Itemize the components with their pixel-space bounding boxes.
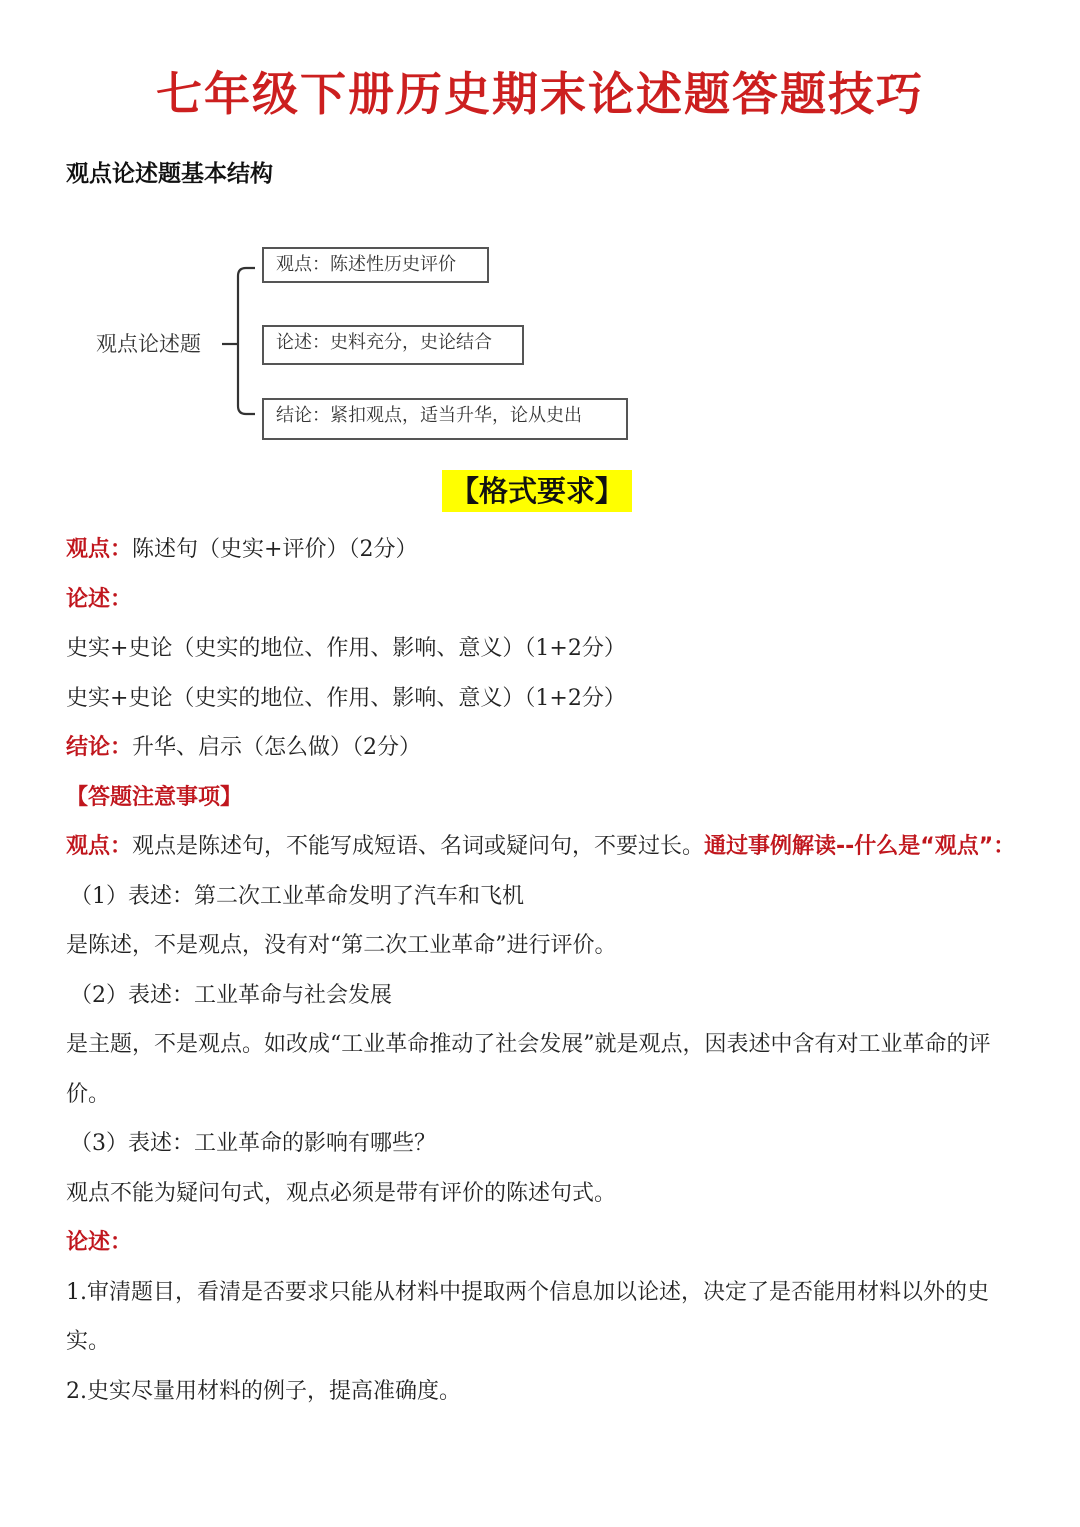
argument-point: 2.史实尽量用材料的例子，提高准确度。 [66,1378,461,1404]
page-title: 七年级下册历史期末论述题答题技巧 [156,67,924,121]
diagram-root-label: 观点论述题 [96,332,201,356]
diagram-node-conclusion: 结论：紧扣观点，适当升华，论从史出 [262,398,628,440]
notes-heading-line [66,773,1016,823]
format-conclusion-line [66,723,1016,773]
format-viewpoint-text: 陈述句（史实+评价）（2分） [132,537,418,562]
example-statement: （1）表述：第二次工业革命发明了汽车和飞机 [70,883,524,909]
argument-point: 1.审清题目，看清是否要求只能从材料中提取两个信息加以论述，决定了是否能用材料以外的史实。 [66,1279,989,1354]
example-statement: （2）表述：工业革命与社会发展 [70,982,392,1008]
example-explanation: 是陈述，不是观点，没有对“第二次工业革命”进行评价。 [66,933,617,958]
notes-argument-label: 论述： [66,1230,133,1255]
notes-argument-line [66,1218,1016,1268]
example-explanation: 是主题，不是观点。如改成“工业革命推动了社会发展”就是观点，因表述中含有对工业革命的评价。 [66,1032,991,1107]
notes-heading: 【答题注意事项】 [66,784,243,810]
diagram-node-viewpoint: 观点：陈述性历史评价 [262,247,489,283]
format-argument-item: 史实+史论（史实的地位、作用、影响、意义）（1+2分） [66,685,626,711]
notes-viewpoint-paragraph [66,822,1016,872]
section-subtitle: 观点论述题基本结构 [66,161,273,187]
example-explanation: 观点不能为疑问句式，观点必须是带有评价的陈述句式。 [66,1180,617,1206]
example-statement: （3）表述：工业革命的影响有哪些？ [70,1131,436,1156]
format-conclusion-text: 升华、启示（怎么做）（2分） [132,735,422,760]
notes-viewpoint-highlight: 通过事例解读--什么是“观点”： [704,834,1016,859]
main-content [66,525,1016,1416]
format-viewpoint-line [66,525,1016,575]
format-heading: 【格式要求】 [442,470,632,512]
notes-viewpoint-label: 观点： [66,834,133,859]
diagram-bracket [238,268,255,414]
notes-viewpoint-text: 观点是陈述句，不能写成短语、名词或疑问句，不要过长。 [132,834,705,859]
format-argument-item: 史实+史论（史实的地位、作用、影响、意义）（1+2分） [66,636,626,661]
format-argument-label: 论述： [66,586,133,612]
format-conclusion-label: 结论： [66,735,133,760]
format-viewpoint-label: 观点： [66,537,133,562]
format-argument-line [66,575,1016,625]
diagram-node-argument: 论述：史料充分，史论结合 [262,325,524,365]
